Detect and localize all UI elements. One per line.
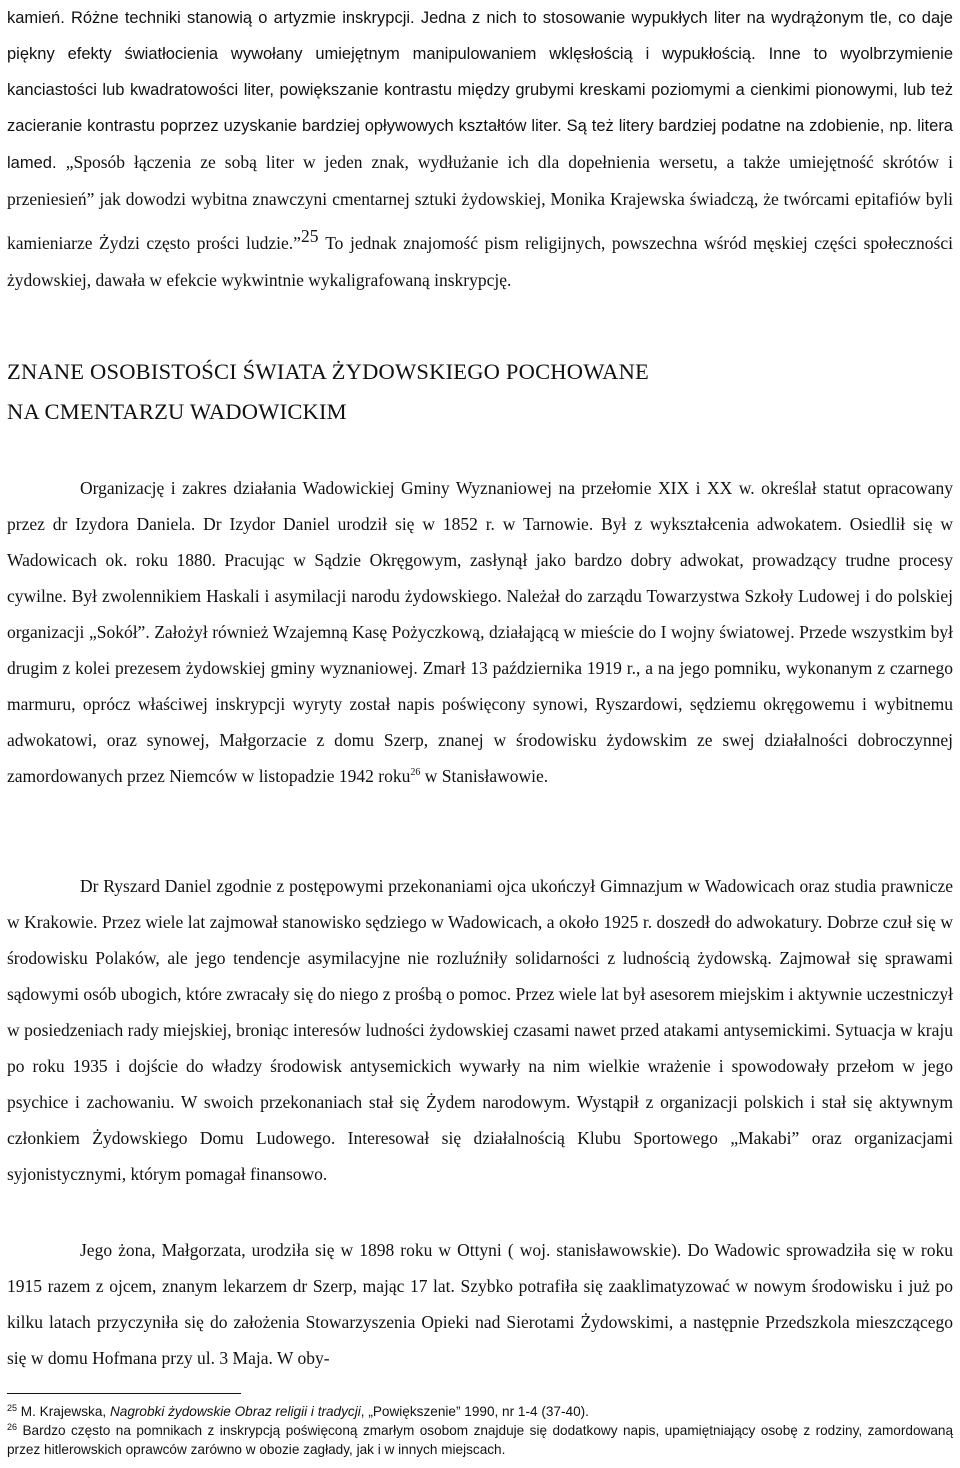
heading-line-2: NA CMENTARZU WADOWICKIM — [7, 399, 347, 424]
paragraph-izydor-daniel — [7, 470, 953, 794]
section-heading — [7, 352, 953, 432]
footnote-text: Bardzo często na pomnikach z inskrypcją poświęconą zmarłym osobom znajduje się dodatkowy napis, upamiętniający osobę z rodziny, zamordowaną przez hitlerowskich oprawców zarówno w obozie zagłady, jak i w innych miejscach. — [7, 1423, 954, 1457]
paragraph-malgorzata — [7, 1232, 953, 1376]
footnote-26 — [7, 1421, 953, 1459]
paragraph-text-continued: To jednak znajomość pism religijnych, powszechna wśród męskiej części społeczności żydowskiej, dawała w efekcie wykwintnie wykaligrafowaną inskrypcję. — [7, 233, 953, 290]
footnote-25 — [7, 1402, 953, 1421]
paragraph-text-end: w Stanisławowie. — [424, 766, 549, 786]
paragraph-text: Dr Ryszard Daniel zgodnie z postępowymi przekonaniami ojca ukończył Gimnazjum w Wadowicach oraz studia prawnicze w Krakowie. Przez wiele lat zajmował stanowisko sędziego w Wadowicach, a około 1925 r. doszedł do adwokatury. Dobrze czuł się w środowisku Polaków, ale jego tendencje asymilacyjne nie rozluźniły solidarności z ludnością żydowską. Zajmował się sprawami sądowymi osób ubogich, które zwracały się do niego z prośbą o pomoc. Przez wiele lat był asesorem miejskim i aktywnie uczestniczył w posiedzeniach rady miejskiej, broniąc interesów ludności żydowskiej czasami nawet przed atakami antysemickimi. Sytuacja w kraju po roku 1935 i dojście do władzy środowisk antysemickich wywarły na nim wielkie wrażenie i spowodowały przełom w jego psychice i zachowaniu. W swoich przekonaniach stał się Żydem narodowym. Wystąpił z organizacji polskich i stał się aktywnym członkiem Żydowskiego Domu Ludowego. Interesował się działalnością Klubu Sportowego „Makabi” oraz organizacjami syjonistycznymi, którym pomagał finansowo. — [7, 876, 953, 1184]
footnote-book-title: Nagrobki żydowskie Obraz religii i tradycji — [109, 1404, 361, 1419]
footnote-source: , „Powiększenie” 1990, nr 1-4 (37-40). — [360, 1404, 589, 1419]
footnote-separator — [7, 1393, 241, 1394]
paragraph-ryszard-daniel — [7, 868, 953, 1192]
heading-line-1: ZNANE OSOBISTOŚCI ŚWIATA ŻYDOWSKIEGO POCHOWANE — [7, 359, 649, 384]
quote-text: „Sposób łączenia ze sobą liter w jeden znak, wydłużanie ich dla dopełnienia wersetu, a także umiejętność skrótów i przeniesień” jak dowodzi wybitna znawczyni cmentarnej sztuki żydowskiej, Monika Krajewska świadczą, że twórcami epitafiów byli kamieniarze Żydzi często prości ludzie.” — [7, 152, 953, 253]
paragraph-inscription-techniques — [7, 0, 953, 299]
footnote-number: 26 — [7, 1422, 18, 1432]
paragraph-text: Organizację i zakres działania Wadowickiej Gminy Wyznaniowej na przełomie XIX i XX w. określał statut opracowany przez dr Izydora Daniela. Dr Izydor Daniel urodził się w 1852 r. w Tarnowie. Był z wykształcenia adwokatem. Osiedlił się w Wadowicach ok. roku 1880. Pracując w Sądzie Okręgowym, zasłynął jako bardzo dobry adwokat, prowadzący trudne procesy cywilne. Był zwolennikiem Haskali i asymilacji narodu żydowskiego. Należał do zarządu Towarzystwa Szkoły Ludowej i do polskiej organizacji „Sokół”. Założył również Wzajemną Kasę Pożyczkową, działającą w mieście do I wojny światowej. Przede wszystkim był drugim z kolei prezesem żydowskiej gminy wyznaniowej. Zmarł 13 października 1919 r., a na jego pomniku, wykonanym z czarnego marmuru, oprócz właściwej inskrypcji wyryty został napis poświęcony synowi, Ryszardowi, sędziemu okręgowemu i wybitnemu adwokatowi, oraz synowej, Małgorzacie z domu Szerp, znanej w środowisku żydowskim ze swej działalności dobroczynnej zamordowanych przez Niemców w listopadzie 1942 roku — [7, 478, 953, 786]
footnote-author: M. Krajewska, — [20, 1404, 107, 1419]
footnote-ref-25[interactable]: 25 — [300, 226, 319, 246]
paragraph-text: Jego żona, Małgorzata, urodziła się w 1898 roku w Ottyni ( woj. stanisławowskie). Do Wadowic sprowadziła się w roku 1915 razem z ojcem, znanym lekarzem dr Szerp, mając 17 lat. Szybko potrafiła się zaaklimatyzować w nowym środowisku i już po kilku latach przyczyniła się do założenia Stowarzyszenia Opieki nad Sierotami Żydowskimi, a następnie Przedszkola mieszczącego się w domu Hofmana przy ul. 3 Maja. W oby- — [7, 1240, 953, 1368]
paragraph-text: kamień. Różne techniki stanowią o artyzmie inskrypcji. Jedna z nich to stosowanie wypukłych liter na wydrążonym tle, co daje piękny efekty światłocienia wywołany umiejętnym manipulowaniem wklęsłością i wypukłością. Inne to wyolbrzymienie kanciastości lub kwadratowości liter, powiększanie kontrastu między grubymi kreskami poziomymi a cienkimi pionowymi, lub też zacieranie kontrastu poprzez uzyskanie bardziej opływowych kształtów liter. Są też litery bardziej podatne na zdobienie, np. litera lamed. — [7, 9, 953, 172]
footnote-ref-26[interactable]: 26 — [410, 767, 421, 778]
footnote-number: 25 — [7, 1403, 18, 1413]
